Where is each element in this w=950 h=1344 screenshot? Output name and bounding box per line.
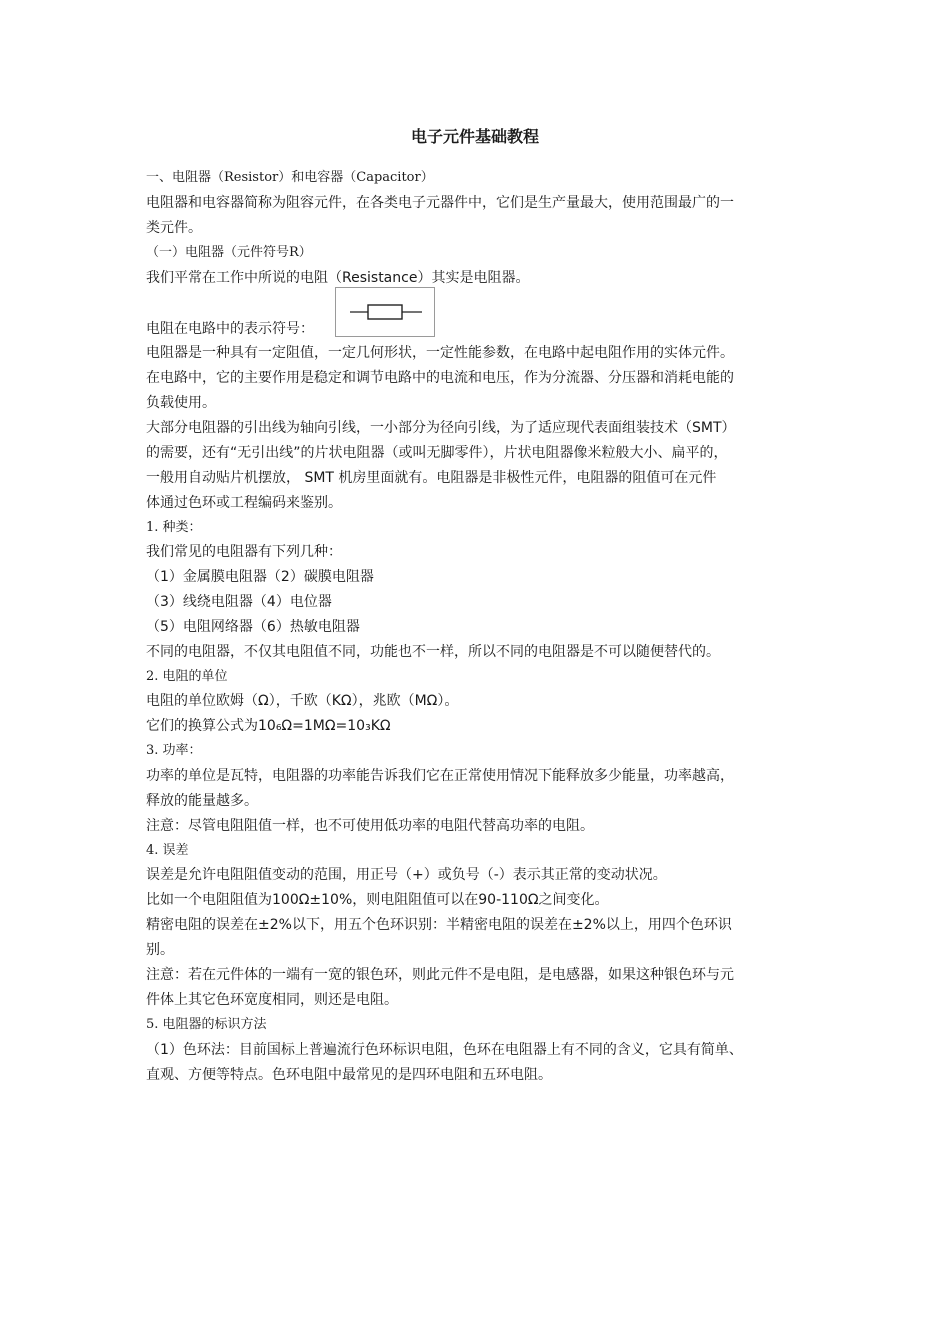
resistor-symbol-icon bbox=[336, 288, 434, 336]
paragraph-line: 类元件。 bbox=[146, 220, 202, 236]
paragraph-line: 注意：若在元件体的一端有一宽的银色环，则此元件不是电阻，是电感器，如果这种银色环与元 bbox=[146, 967, 734, 983]
paragraph-line: 大部分电阻器的引出线为轴向引线，一小部分为径向引线，为了适应现代表面组装技术（SMT） bbox=[146, 420, 736, 436]
paragraph-line: 注意：尽管电阻阻值一样，也不可使用低功率的电阻代替高功率的电阻。 bbox=[146, 818, 594, 834]
paragraph-line: 功率的单位是瓦特，电阻器的功率能告诉我们它在正常使用情况下能释放多少能量，功率越高， bbox=[146, 768, 734, 784]
paragraph-line: 件体上其它色环宽度相同，则还是电阻。 bbox=[146, 992, 398, 1008]
paragraph-line: 比如一个电阻阻值为100Ω±10%，则电阻阻值可以在90-110Ω之间变化。 bbox=[146, 892, 609, 908]
paragraph-line: 电阻的单位欧姆（Ω），千欧（KΩ），兆欧（MΩ）。 bbox=[146, 693, 459, 709]
paragraph-line: 电阻器和电容器简称为阻容元件，在各类电子元器件中，它们是生产量最大，使用范围最广的一 bbox=[146, 195, 734, 211]
paragraph-line: 的需要，还有“无引出线”的片状电阻器（或叫无脚零件），片状电阻器像米粒般大小、扁平的， bbox=[146, 445, 728, 461]
section-heading: （一）电阻器（元件符号R） bbox=[146, 245, 312, 260]
paragraph-line: 直观、方便等特点。色环电阻中最常见的是四环电阻和五环电阻。 bbox=[146, 1067, 552, 1083]
paragraph-line: 精密电阻的误差在±2%以下，用五个色环识别：半精密电阻的误差在±2%以上，用四个色环识 bbox=[146, 917, 732, 933]
resistor-symbol-figure bbox=[335, 287, 435, 337]
paragraph-line: 误差是允许电阻阻值变动的范围，用正号（+）或负号（-）表示其正常的变动状况。 bbox=[146, 867, 667, 883]
paragraph-line: 在电路中，它的主要作用是稳定和调节电路中的电流和电压，作为分流器、分压器和消耗电能的 bbox=[146, 370, 734, 386]
section-heading: 2. 电阻的单位 bbox=[146, 669, 228, 684]
list-item: （3）线绕电阻器（4）电位器 bbox=[146, 594, 332, 610]
list-item: （1）金属膜电阻器（2）碳膜电阻器 bbox=[146, 569, 374, 585]
section-heading: 5. 电阻器的标识方法 bbox=[146, 1017, 267, 1032]
section-heading: 4. 误差 bbox=[146, 843, 189, 858]
section-heading: 一、电阻器（Resistor）和电容器（Capacitor） bbox=[146, 170, 434, 185]
paragraph-line: 电阻器是一种具有一定阻值，一定几何形状，一定性能参数，在电路中起电阻作用的实体元件。 bbox=[146, 345, 734, 361]
paragraph-line: 释放的能量越多。 bbox=[146, 793, 258, 809]
paragraph-line: 一般用自动贴片机摆放， SMT 机房里面就有。电阻器是非极性元件，电阻器的阻值可在元件 bbox=[146, 470, 717, 486]
section-heading: 3. 功率： bbox=[146, 743, 202, 758]
paragraph-line: 体通过色环或工程编码来鉴别。 bbox=[146, 495, 342, 511]
paragraph-line: 负载使用。 bbox=[146, 395, 216, 411]
paragraph-line: 它们的换算公式为10₆Ω=1MΩ=10₃KΩ bbox=[146, 718, 391, 734]
paragraph-line: 别。 bbox=[146, 942, 174, 958]
section-heading: 1. 种类： bbox=[146, 520, 202, 535]
paragraph-line: 我们平常在工作中所说的电阻（Resistance）其实是电阻器。 bbox=[146, 270, 530, 286]
paragraph-line: （1）色环法：目前国标上普遍流行色环标识电阻，色环在电阻器上有不同的含义，它具有简单、 bbox=[146, 1042, 743, 1058]
document-title: 电子元件基础教程 bbox=[410, 127, 539, 146]
paragraph-line: 我们常见的电阻器有下列几种： bbox=[146, 544, 342, 560]
symbol-caption: 电阻在电路中的表示符号： bbox=[146, 321, 314, 337]
list-item: （5）电阻网络器（6）热敏电阻器 bbox=[146, 619, 360, 635]
paragraph-line: 不同的电阻器，不仅其电阻值不同，功能也不一样，所以不同的电阻器是不可以随便替代的。 bbox=[146, 644, 720, 660]
